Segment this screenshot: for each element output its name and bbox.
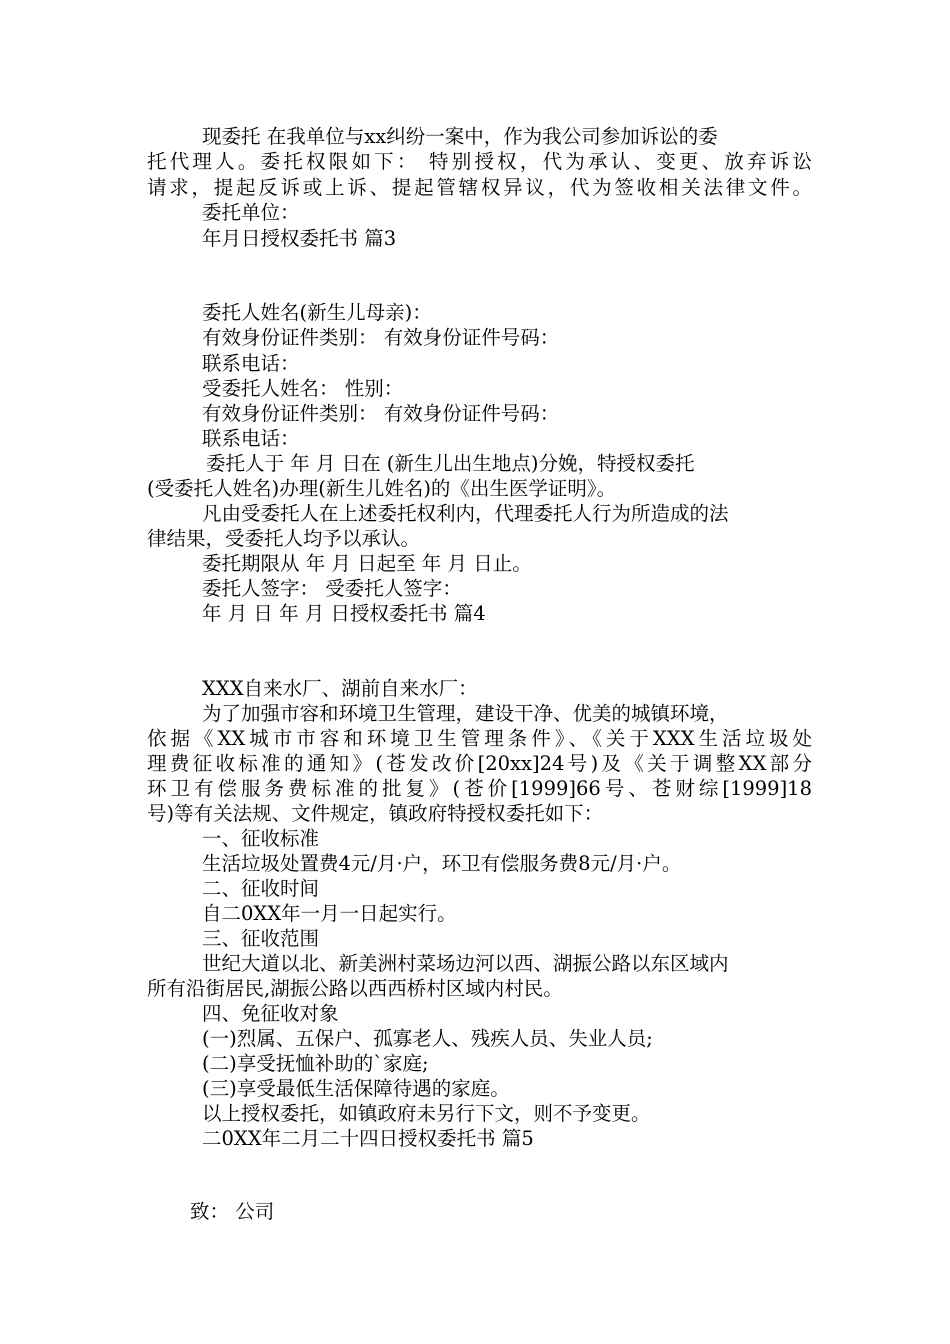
form-field-line: 有效身份证件类别： 有效身份证件号码： <box>202 326 560 349</box>
form-field-line: 联系电话： <box>202 427 300 450</box>
list-heading: 四、免征收对象 <box>202 1002 339 1025</box>
paragraph-line: 为了加强市容和环境卫生管理，建设干净、优美的城镇环境， <box>202 702 729 725</box>
paragraph-line: 以上授权委托，如镇政府未另行下文，则不予变更。 <box>202 1102 651 1125</box>
paragraph-line: 委托单位： <box>202 201 300 224</box>
paragraph-line: 环卫有偿服务费标准的批复》(苍价[1999]66号、苍财综[1999]18 <box>147 777 812 800</box>
section-heading: 年月日授权委托书 篇3 <box>202 227 397 250</box>
list-heading: 三、征收范围 <box>202 927 320 950</box>
section-heading: 年 月 日 年 月 日授权委托书 篇4 <box>202 602 486 625</box>
paragraph-line: 依据《XX城市市容和环境卫生管理条件》、《关于XXX生活垃圾处 <box>147 727 812 750</box>
paragraph-line: 请求，提起反诉或上诉、提起管辖权异议，代为签收相关法律文件。 <box>147 176 812 199</box>
paragraph-line: 致： 公司 <box>190 1200 275 1223</box>
list-heading: 二、征收时间 <box>202 877 320 900</box>
form-field-line: 有效身份证件类别： 有效身份证件号码： <box>202 402 560 425</box>
list-heading: 一、征收标准 <box>202 827 320 850</box>
paragraph-line: 凡由受委托人在上述委托权利内，代理委托人行为所造成的法 <box>202 502 729 525</box>
section-heading: 二0XX年二月二十四日授权委托书 篇5 <box>202 1127 534 1150</box>
paragraph-line: 委托期限从 年 月 日起至 年 月 日止。 <box>202 552 532 575</box>
paragraph-line: 委托人签字： 受委托人签字： <box>202 577 462 600</box>
form-field-line: 联系电话： <box>202 352 300 375</box>
list-item: (三)享受最低生活保障待遇的家庭。 <box>202 1077 510 1100</box>
paragraph-line: 委托人于 年 月 日在 (新生儿出生地点)分娩，特授权委托 <box>206 452 695 475</box>
paragraph-line: 托代理人。委托权限如下： 特别授权，代为承认、变更、放弃诉讼 <box>147 150 812 173</box>
paragraph-line: 生活垃圾处置费4元/月·户，环卫有偿服务费8元/月·户。 <box>202 852 682 875</box>
paragraph-line: 号)等有关法规、文件规定，镇政府特授权委托如下： <box>147 802 604 825</box>
paragraph-line: 世纪大道以北、新美洲村菜场边河以西、湖振公路以东区域内 <box>202 952 729 975</box>
paragraph-line: 现委托 在我单位与xx纠纷一案中，作为我公司参加诉讼的委 <box>202 125 718 148</box>
form-field-line: 委托人姓名(新生儿母亲)： <box>202 301 432 324</box>
paragraph-line: 律结果，受委托人均予以承认。 <box>147 527 421 550</box>
paragraph-line: 所有沿街居民,湖振公路以西西桥村区域内村民。 <box>147 977 563 1000</box>
paragraph-line: XXX自来水厂、湖前自来水厂： <box>202 677 478 700</box>
paragraph-line: 自二0XX年一月一日起实行。 <box>202 902 457 925</box>
paragraph-line: 理费征收标准的通知》(苍发改价[20xx]24号)及《关于调整XX部分 <box>147 752 812 775</box>
list-item: (二)享受抚恤补助的`家庭; <box>202 1052 429 1075</box>
form-field-line: 受委托人姓名： 性别： <box>202 377 404 400</box>
paragraph-line: (受委托人姓名)办理(新生儿姓名)的《出生医学证明》。 <box>147 477 617 500</box>
list-item: (一)烈属、五保户、孤寡老人、残疾人员、失业人员; <box>202 1027 653 1050</box>
